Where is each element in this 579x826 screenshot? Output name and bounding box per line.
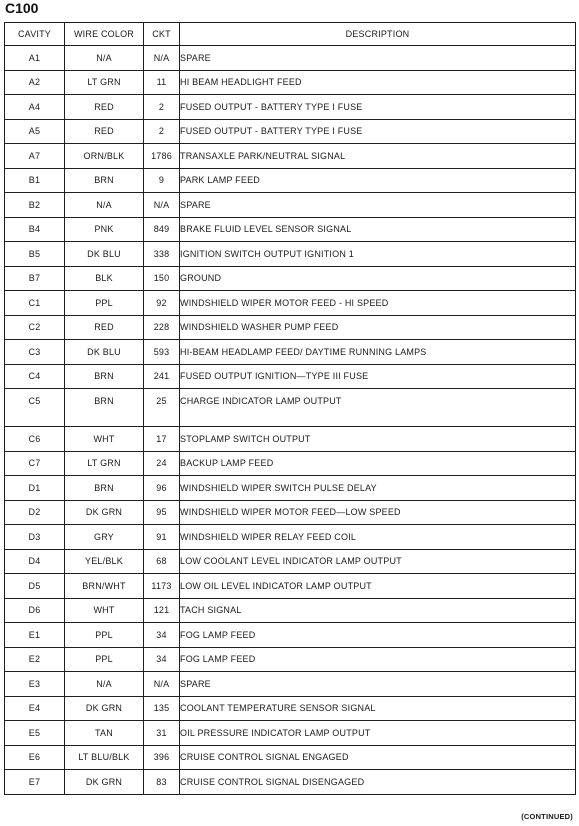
cell-ckt: 593: [144, 340, 180, 365]
cell-description: CRUISE CONTROL SIGNAL DISENGAGED: [180, 770, 576, 795]
cell-cavity: A7: [5, 144, 65, 169]
cell-wire-color: DK GRN: [65, 500, 144, 525]
cell-wire-color: DK GRN: [65, 696, 144, 721]
cell-description: GROUND: [180, 266, 576, 291]
cell-description: WINDSHIELD WIPER SWITCH PULSE DELAY: [180, 476, 576, 501]
cell-wire-color: LT BLU/BLK: [65, 745, 144, 770]
cell-wire-color: GRY: [65, 525, 144, 550]
table-row: [5, 217, 576, 242]
cell-cavity: C7: [5, 451, 65, 476]
cell-description: HI-BEAM HEADLAMP FEED/ DAYTIME RUNNING LAMPS: [180, 340, 576, 365]
cell-cavity: A5: [5, 119, 65, 144]
cell-wire-color: N/A: [65, 46, 144, 71]
cell-ckt: 241: [144, 364, 180, 389]
cell-wire-color: WHT: [65, 427, 144, 452]
table-row: [5, 315, 576, 340]
cell-cavity: E6: [5, 745, 65, 770]
table-row: [5, 696, 576, 721]
cell-ckt: 95: [144, 500, 180, 525]
table-row: [5, 574, 576, 599]
continued-note: (CONTINUED): [521, 812, 573, 821]
cell-wire-color: BRN: [65, 168, 144, 193]
cell-ckt: 34: [144, 623, 180, 648]
cell-ckt: 1173: [144, 574, 180, 599]
cell-ckt: 150: [144, 266, 180, 291]
cell-wire-color: DK BLU: [65, 340, 144, 365]
table-row: [5, 427, 576, 452]
cell-description: FOG LAMP FEED: [180, 647, 576, 672]
cell-ckt: 17: [144, 427, 180, 452]
cell-wire-color: YEL/BLK: [65, 549, 144, 574]
cell-cavity: D2: [5, 500, 65, 525]
cell-ckt: 68: [144, 549, 180, 574]
cell-description: FOG LAMP FEED: [180, 623, 576, 648]
cell-cavity: C4: [5, 364, 65, 389]
cell-wire-color: BRN: [65, 389, 144, 427]
cell-ckt: 396: [144, 745, 180, 770]
cell-wire-color: WHT: [65, 598, 144, 623]
cell-ckt: 91: [144, 525, 180, 550]
cell-description: SPARE: [180, 46, 576, 71]
table-row: [5, 451, 576, 476]
cell-cavity: E4: [5, 696, 65, 721]
cell-cavity: A1: [5, 46, 65, 71]
cell-description: SPARE: [180, 193, 576, 218]
cell-cavity: C2: [5, 315, 65, 340]
table-row: [5, 144, 576, 169]
cell-description: CHARGE INDICATOR LAMP OUTPUT: [180, 389, 576, 427]
cell-description: TRANSAXLE PARK/NEUTRAL SIGNAL: [180, 144, 576, 169]
cell-description: LOW COOLANT LEVEL INDICATOR LAMP OUTPUT: [180, 549, 576, 574]
table-row: [5, 266, 576, 291]
cell-wire-color: DK GRN: [65, 770, 144, 795]
cell-wire-color: LT GRN: [65, 70, 144, 95]
cell-description: CRUISE CONTROL SIGNAL ENGAGED: [180, 745, 576, 770]
cell-wire-color: ORN/BLK: [65, 144, 144, 169]
cell-wire-color: BRN/WHT: [65, 574, 144, 599]
cell-ckt: 9: [144, 168, 180, 193]
cell-description: OIL PRESSURE INDICATOR LAMP OUTPUT: [180, 721, 576, 746]
cell-cavity: C5: [5, 389, 65, 427]
cell-wire-color: PPL: [65, 291, 144, 316]
cell-wire-color: LT GRN: [65, 451, 144, 476]
table-row: [5, 500, 576, 525]
table-header-row: [5, 23, 576, 46]
cell-ckt: 92: [144, 291, 180, 316]
cell-wire-color: BLK: [65, 266, 144, 291]
cell-wire-color: PPL: [65, 647, 144, 672]
cell-description: TACH SIGNAL: [180, 598, 576, 623]
cell-ckt: N/A: [144, 193, 180, 218]
cell-ckt: 24: [144, 451, 180, 476]
cell-ckt: 34: [144, 647, 180, 672]
cell-wire-color: RED: [65, 315, 144, 340]
cell-cavity: E2: [5, 647, 65, 672]
cell-description: STOPLAMP SWITCH OUTPUT: [180, 427, 576, 452]
cell-ckt: N/A: [144, 672, 180, 697]
cell-description: FUSED OUTPUT - BATTERY TYPE I FUSE: [180, 119, 576, 144]
table-row: [5, 95, 576, 120]
cell-description: WINDSHIELD WASHER PUMP FEED: [180, 315, 576, 340]
cell-wire-color: N/A: [65, 672, 144, 697]
cell-cavity: E3: [5, 672, 65, 697]
table-row: [5, 364, 576, 389]
table-row: [5, 525, 576, 550]
table-row: [5, 623, 576, 648]
cell-ckt: 31: [144, 721, 180, 746]
cell-wire-color: N/A: [65, 193, 144, 218]
table-row: [5, 46, 576, 71]
cell-ckt: 849: [144, 217, 180, 242]
table-row: [5, 291, 576, 316]
table-row: [5, 242, 576, 267]
table-row: [5, 672, 576, 697]
table-row: [5, 70, 576, 95]
table-body: [5, 46, 576, 795]
cell-cavity: C6: [5, 427, 65, 452]
cell-ckt: 11: [144, 70, 180, 95]
cell-ckt: 25: [144, 389, 180, 427]
cell-wire-color: DK BLU: [65, 242, 144, 267]
cell-wire-color: BRN: [65, 476, 144, 501]
cell-wire-color: RED: [65, 95, 144, 120]
cell-description: LOW OIL LEVEL INDICATOR LAMP OUTPUT: [180, 574, 576, 599]
cell-cavity: D4: [5, 549, 65, 574]
cell-cavity: B1: [5, 168, 65, 193]
table-row: [5, 193, 576, 218]
cell-ckt: 2: [144, 119, 180, 144]
header-cavity: CAVITY: [5, 23, 65, 46]
table-row: [5, 745, 576, 770]
cell-cavity: E1: [5, 623, 65, 648]
cell-cavity: A2: [5, 70, 65, 95]
cell-cavity: A4: [5, 95, 65, 120]
table-row: [5, 549, 576, 574]
table-row: [5, 340, 576, 365]
cell-description: SPARE: [180, 672, 576, 697]
table-row: [5, 647, 576, 672]
table-row: [5, 770, 576, 795]
cell-description: WINDSHIELD WIPER RELAY FEED COIL: [180, 525, 576, 550]
cell-wire-color: PPL: [65, 623, 144, 648]
cell-ckt: N/A: [144, 46, 180, 71]
cell-description: FUSED OUTPUT - BATTERY TYPE I FUSE: [180, 95, 576, 120]
cell-description: IGNITION SWITCH OUTPUT IGNITION 1: [180, 242, 576, 267]
cell-ckt: 121: [144, 598, 180, 623]
cell-cavity: D1: [5, 476, 65, 501]
cell-cavity: B4: [5, 217, 65, 242]
cell-description: WINDSHIELD WIPER MOTOR FEED - HI SPEED: [180, 291, 576, 316]
header-wire-color: WIRE COLOR: [65, 23, 144, 46]
cell-ckt: 83: [144, 770, 180, 795]
header-ckt: CKT: [144, 23, 180, 46]
cell-wire-color: TAN: [65, 721, 144, 746]
cell-description: BRAKE FLUID LEVEL SENSOR SIGNAL: [180, 217, 576, 242]
header-description: DESCRIPTION: [180, 23, 576, 46]
cell-cavity: D6: [5, 598, 65, 623]
cell-wire-color: BRN: [65, 364, 144, 389]
cell-description: FUSED OUTPUT IGNITION—TYPE III FUSE: [180, 364, 576, 389]
table-row: [5, 598, 576, 623]
cell-description: COOLANT TEMPERATURE SENSOR SIGNAL: [180, 696, 576, 721]
table-row: [5, 168, 576, 193]
cell-description: PARK LAMP FEED: [180, 168, 576, 193]
table-row: [5, 119, 576, 144]
cell-cavity: E7: [5, 770, 65, 795]
cell-description: WINDSHIELD WIPER MOTOR FEED—LOW SPEED: [180, 500, 576, 525]
cell-ckt: 1786: [144, 144, 180, 169]
cell-cavity: E5: [5, 721, 65, 746]
cell-ckt: 96: [144, 476, 180, 501]
cell-cavity: D5: [5, 574, 65, 599]
cell-ckt: 2: [144, 95, 180, 120]
cell-cavity: B5: [5, 242, 65, 267]
table-row: [5, 721, 576, 746]
cell-cavity: C1: [5, 291, 65, 316]
table-row: [5, 389, 576, 427]
connector-title: C100: [5, 0, 39, 16]
cell-ckt: 135: [144, 696, 180, 721]
cell-ckt: 228: [144, 315, 180, 340]
cell-wire-color: RED: [65, 119, 144, 144]
cell-ckt: 338: [144, 242, 180, 267]
cell-cavity: C3: [5, 340, 65, 365]
table-row: [5, 476, 576, 501]
cell-cavity: B7: [5, 266, 65, 291]
cell-description: HI BEAM HEADLIGHT FEED: [180, 70, 576, 95]
cell-cavity: D3: [5, 525, 65, 550]
cell-description: BACKUP LAMP FEED: [180, 451, 576, 476]
connector-pinout-table: [4, 22, 576, 795]
cell-wire-color: PNK: [65, 217, 144, 242]
cell-cavity: B2: [5, 193, 65, 218]
